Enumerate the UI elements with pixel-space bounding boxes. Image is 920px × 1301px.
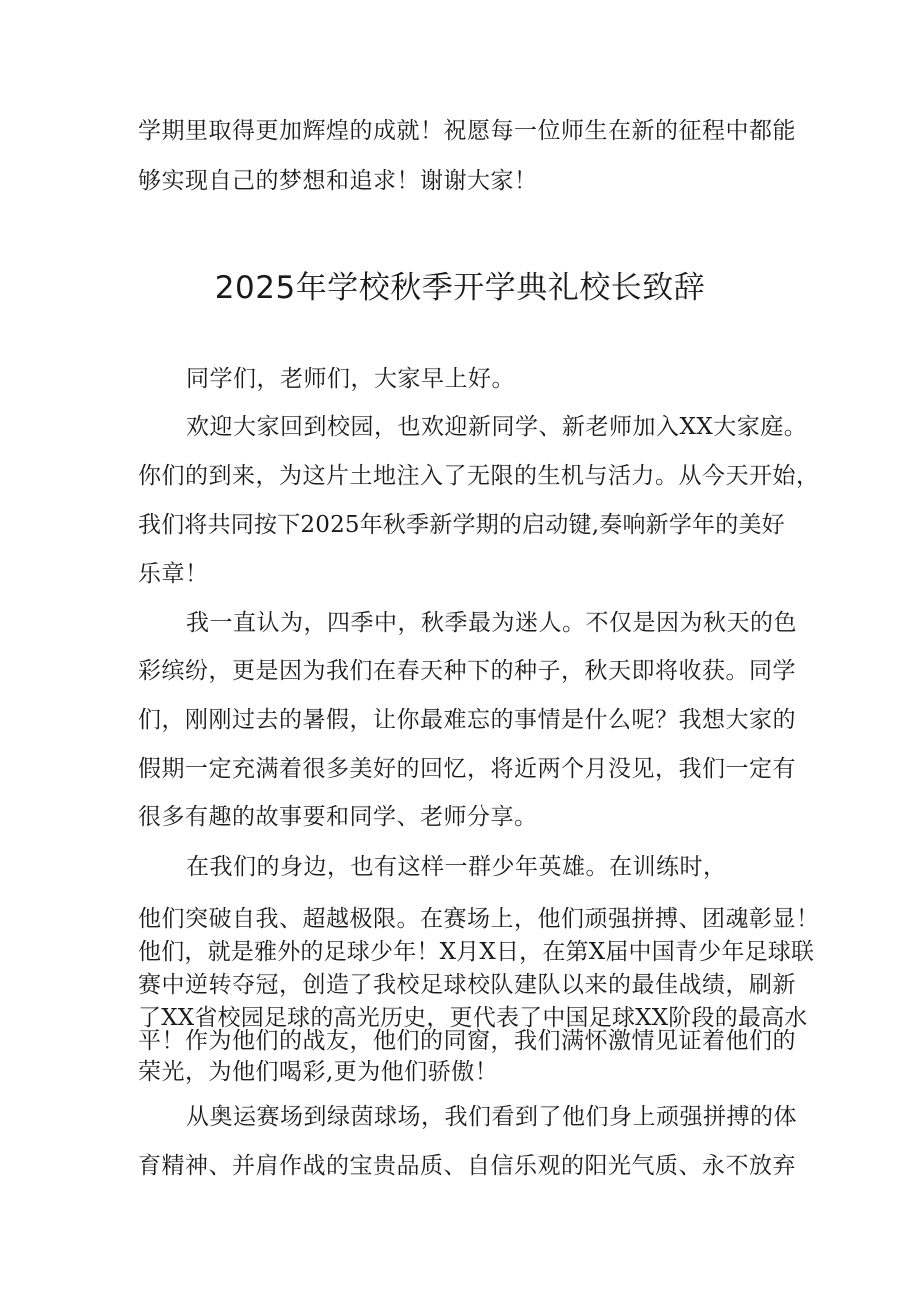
paragraph-4-line-3: 他们，就是雅外的足球少年！X月X日，在第X届中国青少年足球联 [138,939,815,965]
paragraph-4-line-4: 赛中逆转夺冠，创造了我校足球校队建队以来的最佳战绩，刷新 [138,972,796,998]
paragraph-2-line-4: 乐章！ [138,561,209,587]
paragraph-5-line-1: 从奥运赛场到绿茵球场，我们看到了他们身上顽强拼搏的体 [186,1104,797,1130]
paragraph-2-line-2: 你们的到来，为这片土地注入了无限的生机与活力。从今天开始， [138,463,820,489]
paragraph-2-line-3: 我们将共同按下2025年秋季新学期的启动键,奏响新学年的美好 [138,512,785,538]
paragraph-3-line-1: 我一直认为，四季中，秋季最为迷人。不仅是因为秋天的色 [186,610,797,636]
paragraph-1-line-1: 同学们，老师们，大家早上好。 [186,366,515,392]
document-title: 2025年学校秋季开学典礼校长致辞 [214,270,706,306]
paragraph-5-line-2: 育精神、并肩作战的宝贵品质、自信乐观的阳光气质、永不放弃 [138,1153,796,1179]
paragraph-4-line-1: 在我们的身边，也有这样一群少年英雄。在训练时， [186,854,727,880]
paragraph-4-line-6: 平！作为他们的战友，他们的同窗，我们满怀激情见证着他们的 [138,1028,796,1054]
paragraph-3-line-5: 很多有趣的故事要和同学、老师分享。 [138,804,538,830]
paragraph-4-line-7: 荣光，为他们喝彩,更为他们骄傲！ [138,1059,499,1085]
continuation-line-2: 够实现自己的梦想和追求！谢谢大家！ [138,168,538,194]
paragraph-3-line-4: 假期一定充满着很多美好的回忆，将近两个月没见，我们一定有 [138,756,796,782]
paragraph-3-line-3: 们，刚刚过去的暑假，让你最难忘的事情是什么呢？我想大家的 [138,707,796,733]
paragraph-2-line-1: 欢迎大家回到校园，也欢迎新同学、新老师加入XX大家庭。 [186,414,808,440]
continuation-line-1: 学期里取得更加辉煌的成就！祝愿每一位师生在新的征程中都能 [138,118,796,144]
paragraph-4-line-2: 他们突破自我、超越极限。在赛场上，他们顽强拼搏、团魂彰显！ [138,906,820,932]
paragraph-3-line-2: 彩缤纷，更是因为我们在春天种下的种子，秋天即将收获。同学 [138,658,796,684]
paragraph-4-line-5: 了XX省校园足球的高光历史，更代表了中国足球XX阶段的最高水 [138,1005,808,1031]
